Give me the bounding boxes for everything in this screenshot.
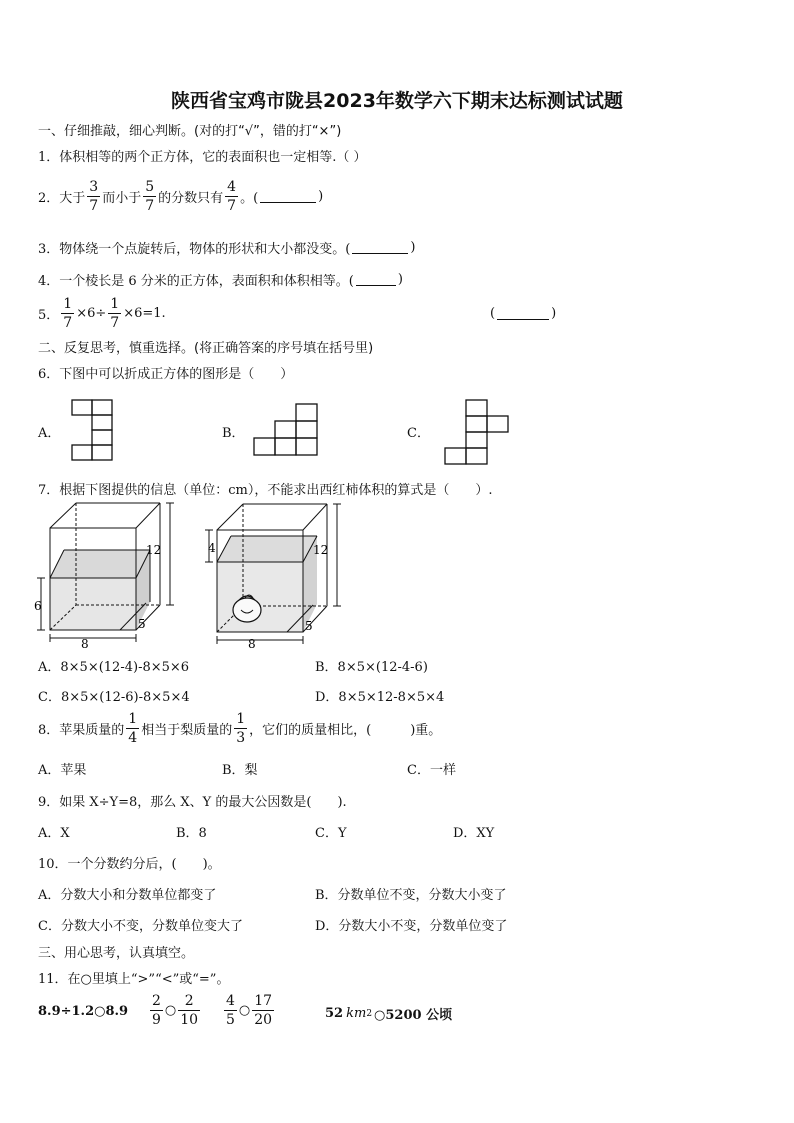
- section-2-heading: 二、反复思考，慎重选择。(将正确答案的序号填在括号里): [38, 341, 374, 356]
- question-7: 7．根据下图提供的信息（单位：cm），不能求出西红柿体积的算式是（ ）.: [38, 483, 493, 498]
- q7-figure-right: [205, 500, 345, 650]
- q5-close: ): [551, 306, 557, 321]
- q5-text-2: ×6=1.: [123, 306, 166, 321]
- q5-answer: [490, 306, 556, 321]
- q2-fraction-3: $\frac{4}{7}$: [227, 179, 237, 214]
- question-4: [38, 270, 403, 289]
- q8-text-2: 相当于梨质量的: [141, 723, 233, 738]
- q7-left-label-8: 8: [81, 637, 89, 650]
- q5-open: (: [490, 306, 496, 321]
- q8-option-c[interactable]: C．一样: [407, 763, 456, 778]
- q7-left-label-5: 5: [138, 617, 146, 631]
- q4-text: 4．一个棱长是 6 分米的正方体，表面积和体积相等。(: [38, 274, 354, 289]
- q11-e3-circle[interactable]: ○: [238, 1003, 251, 1018]
- q7-option-a[interactable]: A．8×5×(12-4)-8×5×6: [38, 660, 190, 675]
- q6-net-b: [250, 402, 325, 457]
- q2-answer-blank[interactable]: [260, 190, 316, 203]
- q11-expr-1: 8.9÷1.2○8.9: [38, 1004, 129, 1019]
- q7-right-label-8: 8: [248, 637, 256, 650]
- q2-fraction-2: $\frac{5}{7}$: [145, 179, 155, 214]
- q6-net-a: [66, 398, 116, 468]
- q2-fraction-1: $\frac{3}{7}$: [89, 179, 99, 214]
- q4-answer-blank[interactable]: [356, 273, 396, 286]
- question-8: [38, 712, 441, 745]
- q6-option-c[interactable]: C．: [407, 426, 430, 441]
- q2-text-2: 而小于: [102, 191, 142, 206]
- question-6: 6．下图中可以折成正方体的图形是（ ）: [38, 367, 294, 382]
- q11-e3-fraction-2: $\frac{17}{20}$: [254, 993, 273, 1028]
- q7-option-d[interactable]: D．8×5×12-8×5×4: [315, 690, 445, 705]
- q11-e2-fraction-1: $\frac{2}{9}$: [152, 993, 161, 1028]
- section-1-heading: 一、仔细推敲，细心判断。(对的打“√”，错的打“×”): [38, 124, 342, 139]
- q5-fraction-1: $\frac{1}{7}$: [63, 296, 73, 331]
- q11-e2-circle[interactable]: ○: [164, 1003, 177, 1018]
- question-11: 11．在○里填上“>”“<”或“=”。: [38, 972, 230, 987]
- q6-option-b[interactable]: B．: [222, 426, 245, 441]
- q2-number: 2．: [38, 191, 60, 206]
- q8-text-1: 8．苹果质量的: [38, 723, 125, 738]
- q5-number: 5．: [38, 308, 60, 323]
- q11-expr-3: [222, 994, 276, 1027]
- q7-right-label-4: 4: [208, 541, 216, 555]
- q11-e3-fraction-1: $\frac{4}{5}$: [226, 993, 235, 1028]
- q6-net-c: [440, 398, 515, 468]
- q2-text-5: ): [318, 189, 324, 204]
- q11-e4-sup: 2: [366, 1008, 373, 1019]
- section-3-heading: 三、用心思考，认真填空。: [38, 946, 195, 961]
- q7-option-b[interactable]: B．8×5×(12-4-6): [315, 660, 428, 675]
- q10-option-b[interactable]: B．分数单位不变，分数大小变了: [315, 888, 507, 903]
- q9-option-c[interactable]: C．Y: [315, 826, 347, 841]
- q2-text-4: 。(: [240, 191, 259, 206]
- q4-end: ): [397, 272, 403, 287]
- q6-option-a[interactable]: A．: [38, 426, 61, 441]
- q8-option-a[interactable]: A．苹果: [38, 763, 87, 778]
- q2-text-1: 大于: [59, 191, 86, 206]
- question-3: [38, 238, 415, 257]
- q3-answer-blank[interactable]: [352, 241, 408, 254]
- q2-text-3: 的分数只有: [158, 191, 224, 206]
- q7-right-label-5: 5: [305, 619, 313, 633]
- question-10: 10．一个分数约分后，( )。: [38, 857, 221, 872]
- q7-left-label-12: 12: [146, 543, 162, 557]
- q11-expr-2: [148, 994, 202, 1027]
- q11-e4-unit: km: [346, 1006, 367, 1021]
- q7-left-label-6: 6: [34, 599, 42, 613]
- q8-option-b[interactable]: B．梨: [222, 763, 258, 778]
- q10-option-d[interactable]: D．分数大小不变，分数单位变了: [315, 919, 508, 934]
- q9-option-d[interactable]: D．XY: [453, 826, 495, 841]
- question-1: 1．体积相等的两个正方体，它的表面积也一定相等.（ ）: [38, 150, 367, 165]
- q5-answer-blank[interactable]: [497, 307, 549, 320]
- q10-option-a[interactable]: A．分数大小和分数单位都变了: [38, 888, 217, 903]
- q9-option-b[interactable]: B．8: [176, 826, 207, 841]
- q7-figure-left: [34, 500, 174, 650]
- q8-text-3: ，它们的质量相比，( )重。: [249, 723, 442, 738]
- q10-option-c[interactable]: C．分数大小不变，分数单位变大了: [38, 919, 243, 934]
- q3-text: 3．物体绕一个点旋转后，物体的形状和大小都没变。(: [38, 242, 351, 257]
- q11-e2-fraction-2: $\frac{2}{10}$: [180, 993, 199, 1028]
- q3-end: ): [410, 240, 416, 255]
- q9-option-a[interactable]: A．X: [38, 826, 70, 841]
- question-2: [38, 180, 323, 213]
- q5-fraction-2: $\frac{1}{7}$: [110, 296, 120, 331]
- q11-e4-number: 52: [325, 1006, 344, 1021]
- q7-option-c[interactable]: C．8×5×(12-6)-8×5×4: [38, 690, 190, 705]
- q5-text-1: ×6÷: [76, 306, 107, 321]
- q7-right-label-12: 12: [313, 543, 329, 557]
- q8-fraction-1: $\frac{1}{4}$: [128, 711, 138, 746]
- question-5: [38, 297, 166, 330]
- question-9: 9．如果 X÷Y=8，那么 X、Y 的最大公因数是( ).: [38, 795, 347, 810]
- q11-e4-rest: ○5200 公顷: [374, 1008, 453, 1023]
- q11-expr-4: [325, 1004, 452, 1023]
- page-title: 陕西省宝鸡市陇县2023年数学六下期末达标测试试题: [171, 90, 623, 112]
- q8-fraction-2: $\frac{1}{3}$: [236, 711, 246, 746]
